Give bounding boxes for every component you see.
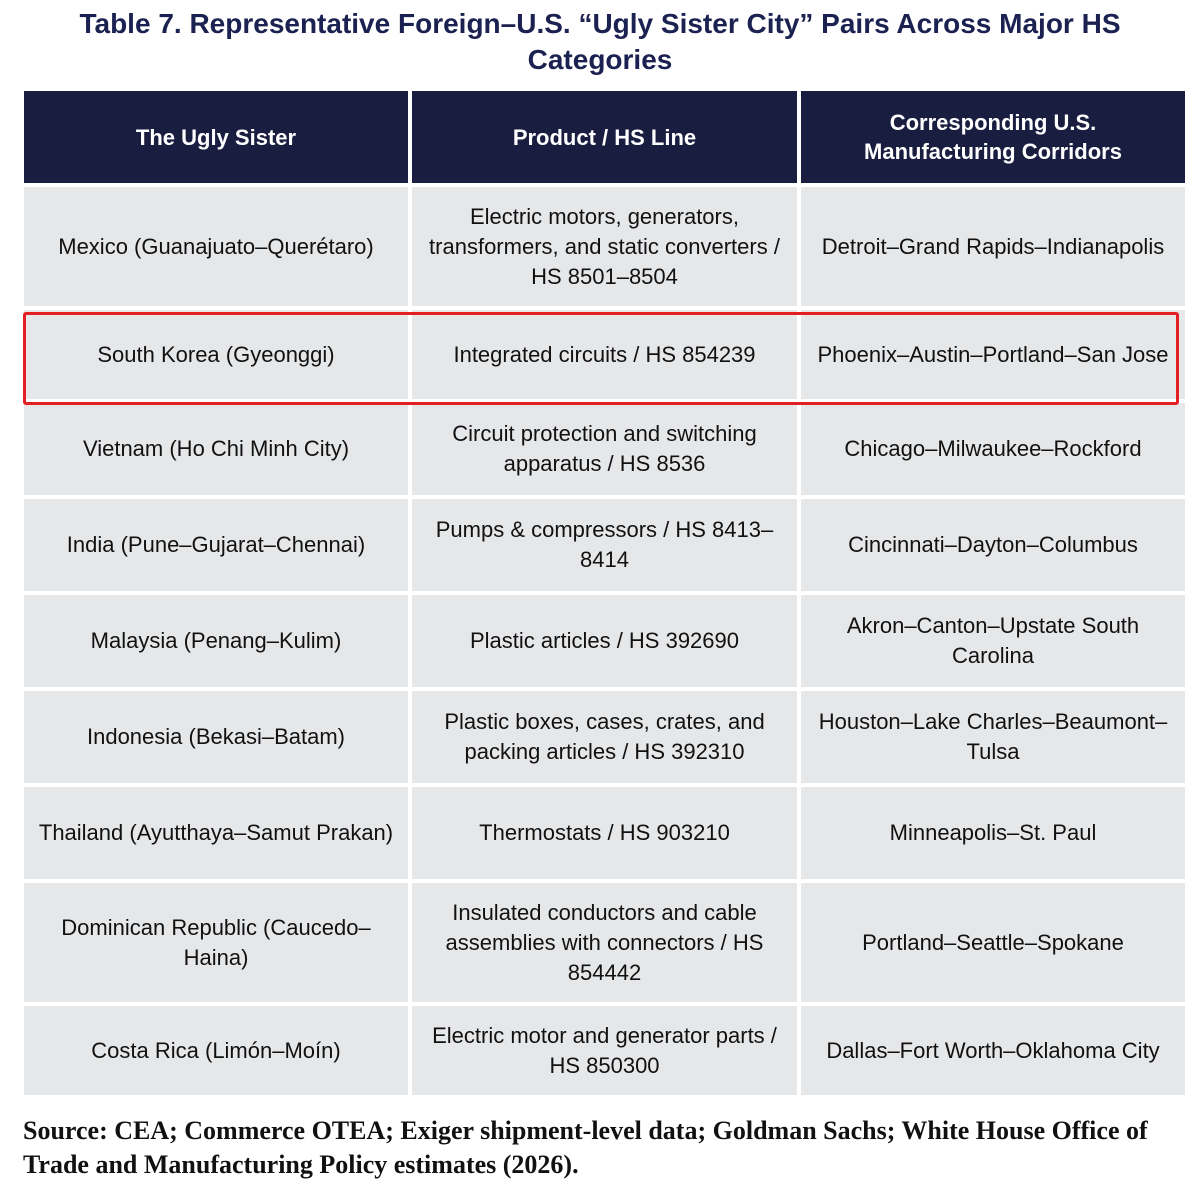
cell-corridor: Phoenix–Austin–Portland–San Jose (801, 310, 1185, 399)
table-row (24, 499, 1185, 591)
cell-corridor: Cincinnati–Dayton–Columbus (801, 499, 1185, 591)
table-row (24, 403, 1185, 495)
cell-corridor: Akron–Canton–Upstate South Carolina (801, 595, 1185, 687)
cell-ugly-sister: Costa Rica (Limón–Moín) (24, 1006, 408, 1095)
cell-ugly-sister: Indonesia (Bekasi–Batam) (24, 691, 408, 783)
cell-ugly-sister: Thailand (Ayutthaya–Samut Prakan) (24, 787, 408, 879)
cell-product: Plastic boxes, cases, crates, and packing articles / HS 392310 (412, 691, 797, 783)
sister-city-table (20, 87, 1189, 1099)
cell-corridor: Dallas–Fort Worth–Oklahoma City (801, 1006, 1185, 1095)
cell-product: Circuit protection and switching apparatus / HS 8536 (412, 403, 797, 495)
table-title: Table 7. Representative Foreign–U.S. “Ugly Sister City” Pairs Across Major HS Categories (79, 8, 1121, 75)
header-ugly-sister: The Ugly Sister (24, 91, 408, 183)
cell-ugly-sister: Malaysia (Penang–Kulim) (24, 595, 408, 687)
cell-ugly-sister: South Korea (Gyeonggi) (24, 310, 408, 399)
cell-ugly-sister: Mexico (Guanajuato–Querétaro) (24, 187, 408, 306)
cell-product: Electric motors, generators, transformers, and static converters / HS 8501–8504 (412, 187, 797, 306)
cell-ugly-sister: Vietnam (Ho Chi Minh City) (24, 403, 408, 495)
cell-corridor: Minneapolis–St. Paul (801, 787, 1185, 879)
cell-corridor: Chicago–Milwaukee–Rockford (801, 403, 1185, 495)
cell-product: Electric motor and generator parts / HS 850300 (412, 1006, 797, 1095)
table-row (24, 595, 1185, 687)
cell-product: Insulated conductors and cable assemblies with connectors / HS 854442 (412, 883, 797, 1002)
table-header-row (24, 91, 1185, 183)
header-product-hs-line: Product / HS Line (412, 91, 797, 183)
cell-corridor: Houston–Lake Charles–Beaumont–Tulsa (801, 691, 1185, 783)
source-note: Source: CEA; Commerce OTEA; Exiger shipment-level data; Goldman Sachs; White House Office of Trade and Manufacturing Policy estimates (2026). (23, 1116, 1148, 1179)
cell-product: Plastic articles / HS 392690 (412, 595, 797, 687)
table-row (24, 691, 1185, 783)
cell-product: Thermostats / HS 903210 (412, 787, 797, 879)
table-row (24, 1006, 1185, 1095)
header-us-corridors: Corresponding U.S. Manufacturing Corridors (801, 91, 1185, 183)
cell-corridor: Portland–Seattle–Spokane (801, 883, 1185, 1002)
cell-product: Pumps & compressors / HS 8413–8414 (412, 499, 797, 591)
cell-corridor: Detroit–Grand Rapids–Indianapolis (801, 187, 1185, 306)
table-row (24, 187, 1185, 306)
cell-ugly-sister: Dominican Republic (Caucedo–Haina) (24, 883, 408, 1002)
table-row (24, 787, 1185, 879)
cell-ugly-sister: India (Pune–Gujarat–Chennai) (24, 499, 408, 591)
table-row (24, 883, 1185, 1002)
cell-product: Integrated circuits / HS 854239 (412, 310, 797, 399)
table-row-highlighted (24, 310, 1185, 399)
